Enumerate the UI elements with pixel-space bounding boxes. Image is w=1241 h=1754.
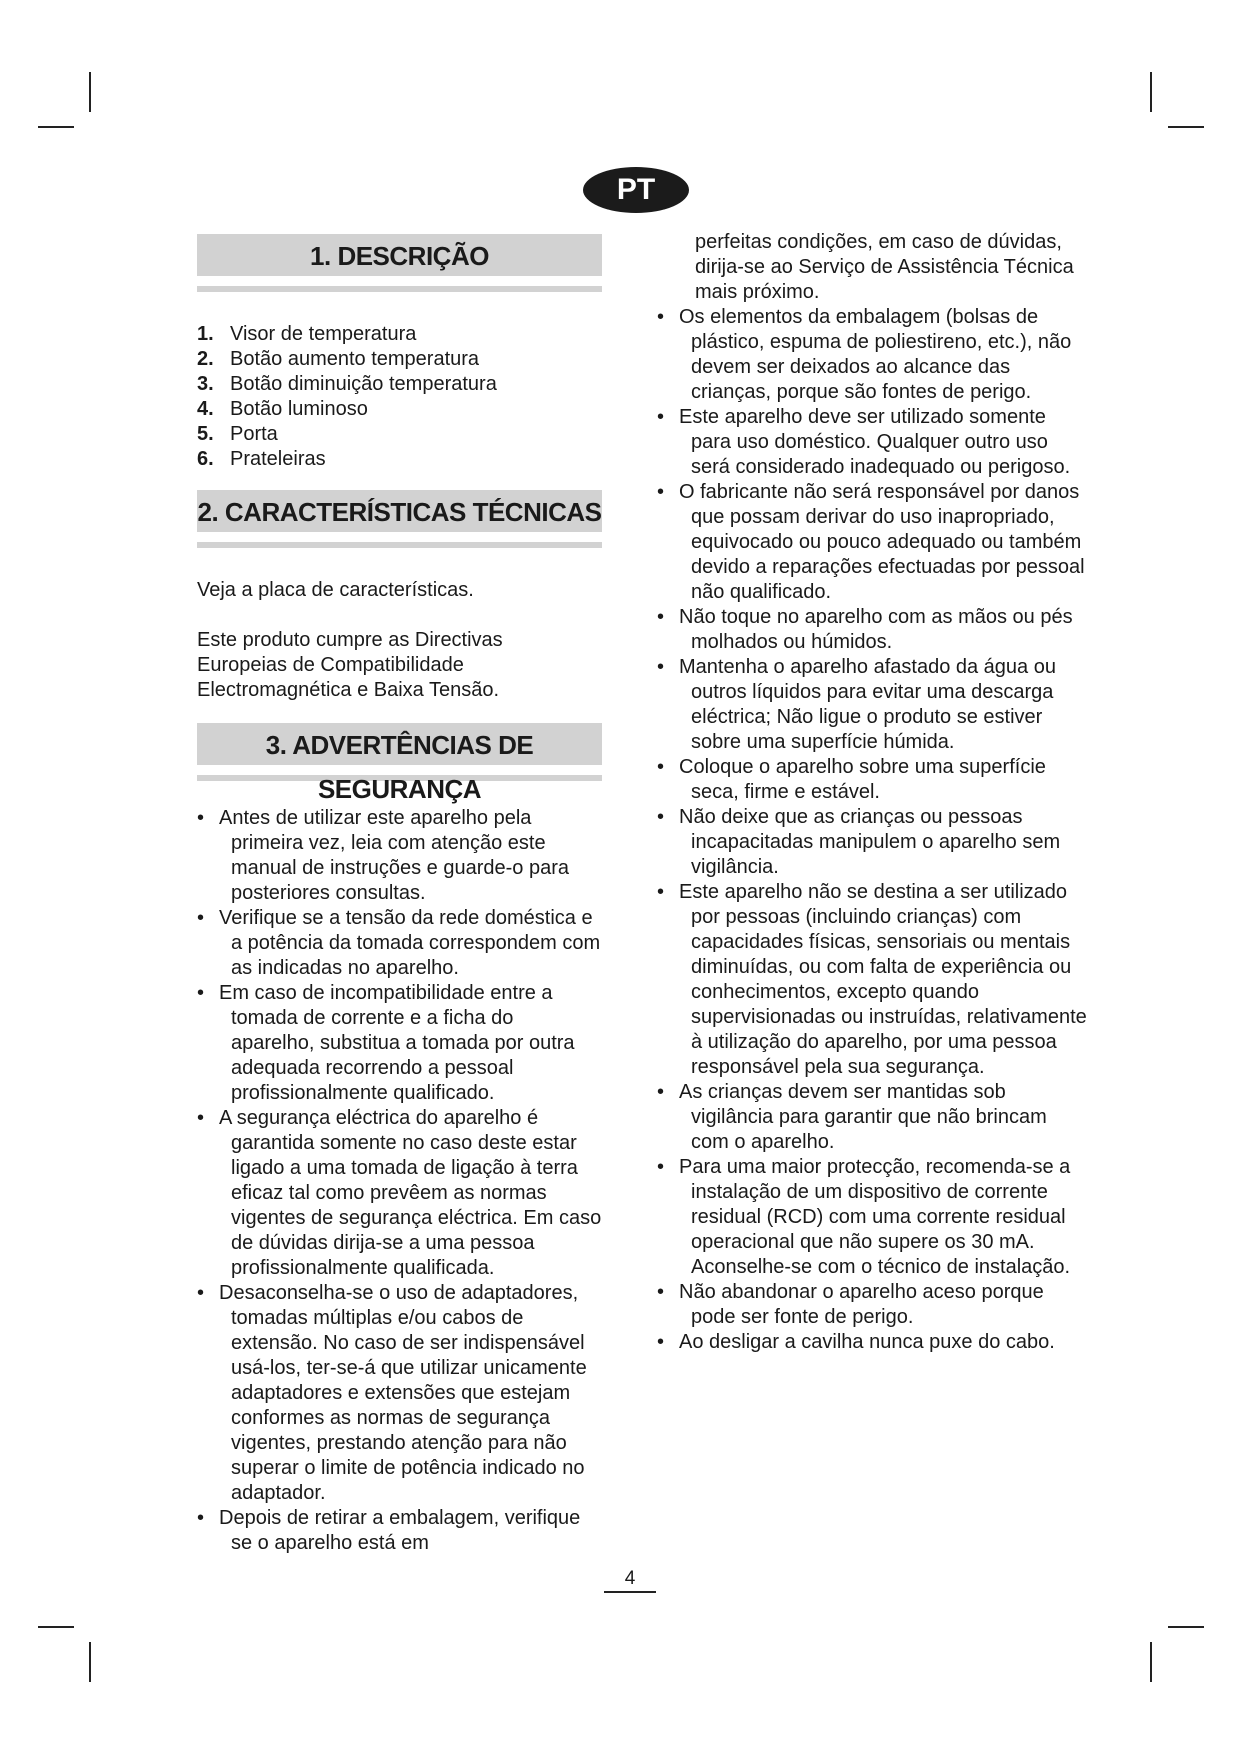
list-item: • Coloque o aparelho sobre uma superfície seca, firme e estável. — [657, 755, 1087, 805]
list-item — [197, 397, 602, 422]
heading-rule — [197, 286, 602, 292]
list-item: • Este aparelho não se destina a ser utilizado por pessoas (incluindo crianças) com capacidades físicas, sensoriais ou mentais diminuídas, ou com falta de experiência ou conhecimentos, excepto quando supervisionadas ou instruídas, relativamente à utilização do aparelho, por uma pessoa responsável pela sua segurança. — [657, 880, 1087, 1080]
list-item: • Antes de utilizar este aparelho pela primeira vez, leia com atenção este manual de instruções e guarde-o para posteriores consultas. — [197, 806, 602, 906]
safety-list-right — [657, 305, 1087, 1355]
list-item — [197, 322, 602, 347]
page-number: 4 — [604, 1568, 656, 1593]
item-number: 4. — [197, 398, 214, 420]
right-column — [657, 230, 1087, 1355]
list-item: • Não deixe que as crianças ou pessoas incapacitadas manipulem o aparelho sem vigilância. — [657, 805, 1087, 880]
language-badge: PT — [583, 167, 689, 213]
left-column — [197, 226, 602, 1556]
item-text: Visor de temperatura — [230, 323, 417, 345]
list-item: • Este aparelho deve ser utilizado somente para uso doméstico. Qualquer outro uso será considerado inadequado ou perigoso. — [657, 405, 1087, 480]
heading-rule — [197, 542, 602, 548]
list-item — [197, 422, 602, 447]
list-item: • Ao desligar a cavilha nunca puxe do cabo. — [657, 1330, 1087, 1355]
item-number: 3. — [197, 373, 214, 395]
crop-mark — [38, 1626, 74, 1628]
item-text: Botão aumento temperatura — [230, 348, 480, 370]
list-item: • Desaconselha-se o uso de adaptadores, tomadas múltiplas e/ou cabos de extensão. No caso de ser indispensável usá-los, ter-se-á que utilizar unicamente adaptadores e extensões que estejam conformes as normas de segurança vigentes, prestando atenção para não superar o limite de potência indicado no adaptador. — [197, 1281, 602, 1506]
list-item: • As crianças devem ser mantidas sob vigilância para garantir que não brincam com o aparelho. — [657, 1080, 1087, 1155]
list-item: • Mantenha o aparelho afastado da água ou outros líquidos para evitar uma descarga eléctrica; Não ligue o produto se estiver sobre uma superfície húmida. — [657, 655, 1087, 755]
item-text: Botão diminuição temperatura — [230, 373, 497, 395]
list-item: • Verifique se a tensão da rede doméstica e a potência da tomada correspondem com as indicadas no aparelho. — [197, 906, 602, 981]
list-item: • Para uma maior protecção, recomenda-se a instalação de um dispositivo de corrente residual (RCD) com uma corrente residual operacional que não supere os 30 mA. Aconselhe-se com o técnico de instalação. — [657, 1155, 1087, 1280]
item-text: Botão luminoso — [230, 398, 368, 420]
list-item — [197, 347, 602, 372]
item-number: 6. — [197, 448, 214, 470]
crop-mark — [1150, 72, 1152, 112]
list-item: • Os elementos da embalagem (bolsas de plástico, espuma de poliestireno, etc.), não devem ser deixados ao alcance das crianças, porque são fontes de perigo. — [657, 305, 1087, 405]
crop-mark — [89, 72, 91, 112]
list-item: • Em caso de incompatibilidade entre a tomada de corrente e a ficha do aparelho, substitua a tomada por outra adequada recorrendo a pessoal profissionalmente qualificado. — [197, 981, 602, 1106]
technical-paragraph: Veja a placa de características. — [197, 579, 474, 601]
list-item: • Depois de retirar a embalagem, verifique se o aparelho está em — [197, 1506, 602, 1556]
item-text: Prateleiras — [230, 448, 326, 470]
item-number: 1. — [197, 323, 214, 345]
list-item: • Não toque no aparelho com as mãos ou pés molhados ou húmidos. — [657, 605, 1087, 655]
crop-mark — [1168, 1626, 1204, 1628]
crop-mark — [1168, 126, 1204, 128]
crop-mark — [38, 126, 74, 128]
list-item — [197, 447, 602, 472]
list-item: • Não abandonar o aparelho aceso porque pode ser fonte de perigo. — [657, 1280, 1087, 1330]
list-item: • A segurança eléctrica do aparelho é garantida somente no caso deste estar ligado a uma tomada de ligação à terra eficaz tal como prevêem as normas vigentes de segurança eléctrica. Em caso de dúvidas dirija-se a uma pessoa profissionalmente qualificada. — [197, 1106, 602, 1281]
section-heading-technical: 2. CARACTERÍSTICAS TÉCNICAS — [197, 490, 602, 532]
section-heading-safety: 3. ADVERTÊNCIAS DE SEGURANÇA — [197, 723, 602, 765]
technical-paragraph: Este produto cumpre as Directivas Europeias de Compatibilidade Electromagnética e Baixa Tensão. — [197, 629, 503, 701]
crop-mark — [1150, 1642, 1152, 1682]
description-list — [197, 322, 602, 472]
item-number: 2. — [197, 348, 214, 370]
list-item: • O fabricante não será responsável por danos que possam derivar do uso inapropriado, equivocado ou pouco adequado ou também devido a reparações efectuadas por pessoal não qualificado. — [657, 480, 1087, 605]
list-item — [197, 372, 602, 397]
safety-list-left — [197, 806, 602, 1556]
continued-text: perfeitas condições, em caso de dúvidas, dirija-se ao Serviço de Assistência Técnica mais próximo. — [695, 231, 1074, 303]
item-text: Porta — [230, 423, 278, 445]
item-number: 5. — [197, 423, 214, 445]
crop-mark — [89, 1642, 91, 1682]
section-heading-description: 1. DESCRIÇÃO — [197, 234, 602, 276]
